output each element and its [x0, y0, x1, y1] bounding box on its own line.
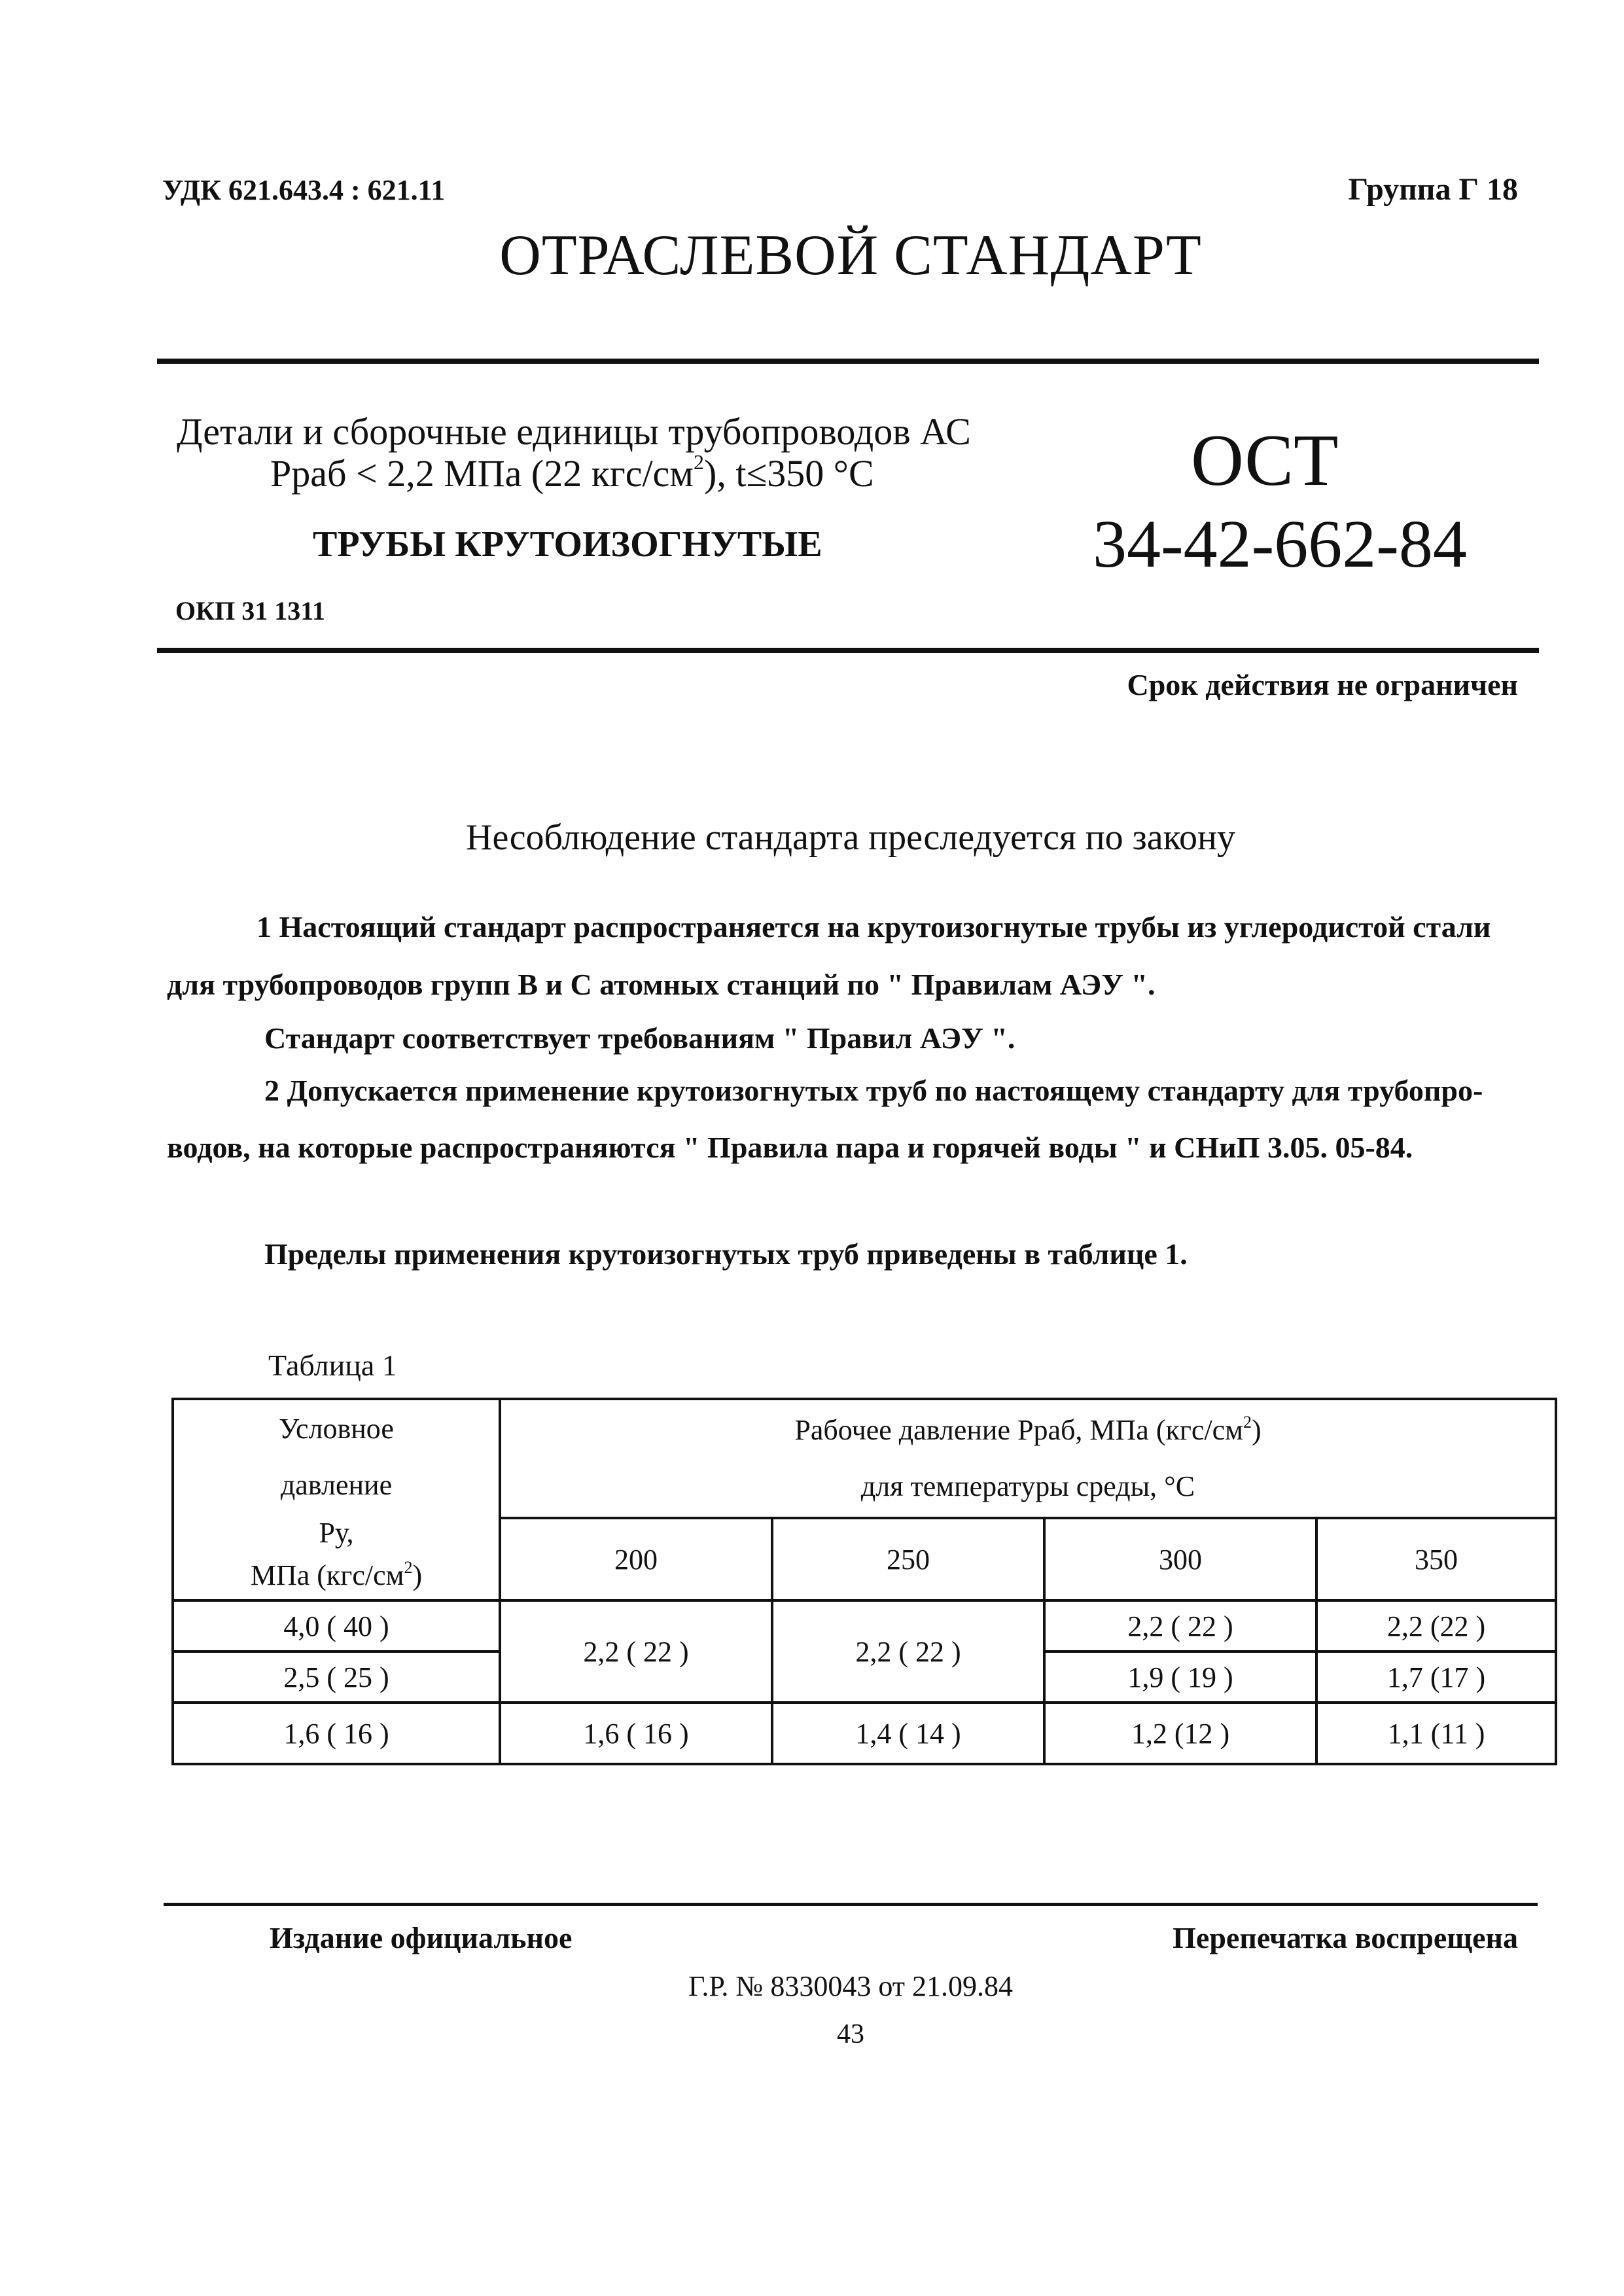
page-number: 43: [837, 2019, 864, 2049]
paragraph-2-line-1: 2 Допускается применение крутоизогнутых труб по настоящему стандарту для трубопро-: [264, 1074, 1483, 1107]
table-row: [173, 1703, 1556, 1764]
subject-line-2: Рраб < 2,2 МПа (22 кгс/$см^2$), t≤350 °С: [270, 450, 874, 495]
header-temp-250: 250: [772, 1518, 1044, 1600]
paragraph-1-line-2: для трубопроводов групп В и С атомных станций по " Правилам АЭУ ".: [167, 968, 1156, 1001]
footer-divider: [164, 1903, 1538, 1906]
paragraph-3: Пределы применения крутоизогнутых труб приведены в таблице 1.: [264, 1237, 1188, 1271]
cell-t300: 1,2 (12 ): [1044, 1703, 1316, 1764]
cell-cond: 2,5 ( 25 ): [173, 1651, 500, 1703]
header-temp-200: 200: [500, 1518, 772, 1600]
edition-note: Издание официальное: [270, 1921, 573, 1954]
header-divider-bottom: [157, 648, 1539, 653]
document-title: ОТРАСЛЕВОЙ СТАНДАРТ: [499, 224, 1202, 287]
udc-code: УДК 621.643.4 : 621.11: [162, 174, 446, 206]
legal-notice: Несоблюдение стандарта преследуется по закону: [466, 817, 1235, 858]
header-divider-top: [157, 359, 1539, 364]
cell-t200: 2,2 ( 22 ): [500, 1600, 772, 1703]
validity-note: Срок действия не ограничен: [1127, 668, 1518, 701]
paragraph-1-line-3: Стандарт соответствует требованиям " Правил АЭУ ".: [264, 1021, 1015, 1055]
cell-cond: 4,0 ( 40 ): [173, 1600, 500, 1651]
cell-t200: 1,6 ( 16 ): [500, 1703, 772, 1764]
header-temp-350: 350: [1316, 1518, 1556, 1600]
registration-number: Г.Р. № 8330043 от 21.09.84: [688, 1970, 1014, 2002]
group-code: Группа Г 18: [1348, 172, 1518, 207]
reprint-note: Перепечатка воспрещена: [1173, 1921, 1518, 1954]
paragraph-1-line-1: 1 Настоящий стандарт распространяется на крутоизогнутые трубы из углеродистой стали: [256, 910, 1491, 944]
product-name: ТРУБЫ КРУТОИЗОГНУТЫЕ: [313, 524, 822, 565]
header-working-pressure: Рабочее давление Рраб, МПа $(кгс/см^2)$ для температуры среды, °С: [500, 1399, 1556, 1518]
cell-t250: 1,4 ( 14 ): [772, 1703, 1044, 1764]
table-caption: Таблица 1: [268, 1349, 397, 1382]
cell-t250: 2,2 ( 22 ): [772, 1600, 1044, 1703]
pressure-limits-table: [171, 1398, 1557, 1765]
cell-t350: 1,7 (17 ): [1316, 1651, 1556, 1703]
cell-t300: 1,9 ( 19 ): [1044, 1651, 1316, 1703]
okp-code: ОКП 31 1311: [175, 596, 326, 626]
cell-t300: 2,2 ( 22 ): [1044, 1600, 1316, 1651]
standard-designation-word: ОСТ: [1191, 420, 1339, 501]
standard-designation-number: 34-42-662-84: [1093, 506, 1467, 582]
cell-t350: 1,1 (11 ): [1316, 1703, 1556, 1764]
cell-cond: 1,6 ( 16 ): [173, 1703, 500, 1764]
header-temp-300: 300: [1044, 1518, 1316, 1600]
header-conditional-pressure: Условное давление Ру, МПа $(кгс/см^2)$: [173, 1399, 500, 1600]
table-row: [173, 1600, 1556, 1651]
cell-t350: 2,2 (22 ): [1316, 1600, 1556, 1651]
paragraph-2-line-2: водов, на которые распространяются " Правила пара и горячей воды " и СНиП 3.05. 05-84.: [167, 1131, 1413, 1164]
subject-line-1: Детали и сборочные единицы трубопроводов АС: [177, 410, 971, 453]
